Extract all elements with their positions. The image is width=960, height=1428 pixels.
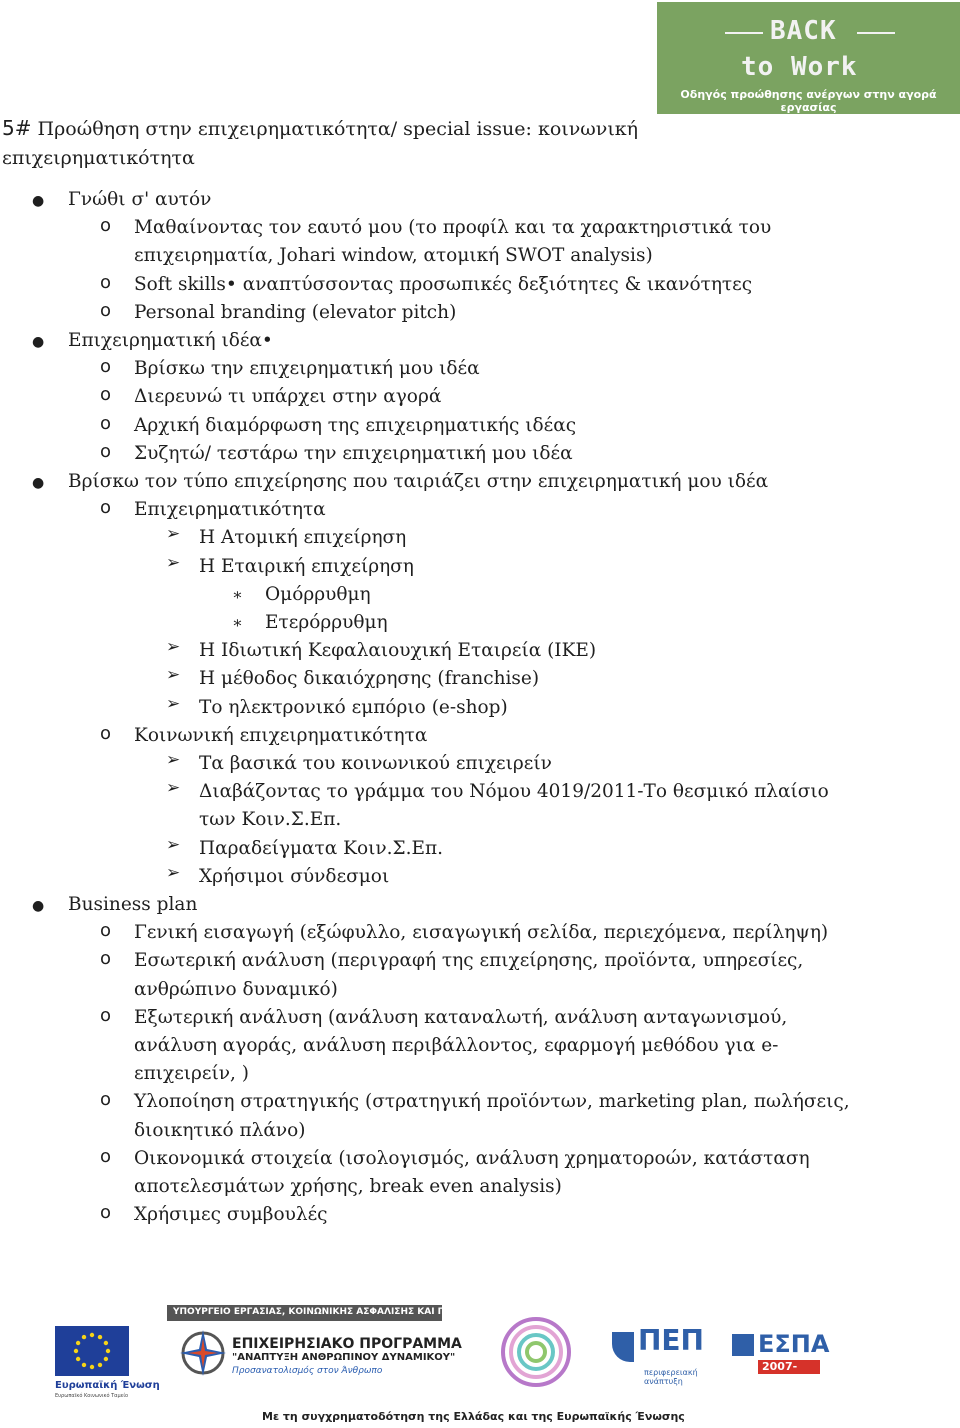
- eu-star-icon: [90, 1333, 94, 1337]
- page-title: [2, 114, 652, 173]
- outline-item-level2: Μαθαίνοντας τον εαυτό μου (το προφίλ και τα χαρακτηριστικά του: [134, 217, 772, 238]
- outline-item-level2: αποτελεσμάτων χρήσης, break even analysis): [134, 1176, 562, 1197]
- outline-item-level3: Το ηλεκτρονικό εμπόριο (e-shop): [199, 697, 508, 718]
- espa-years-banner: [758, 1360, 820, 1386]
- pep-sublabel: περιφερειακή ανάπτυξη: [644, 1368, 698, 1386]
- logo-line1: BACK: [770, 16, 837, 46]
- logo-line2: to Work: [741, 52, 858, 82]
- eu-label: Ευρωπαϊκή Ένωση: [55, 1380, 160, 1391]
- outline-item-level4: Ομόρρυθμη: [265, 584, 371, 605]
- cofunding-note: Με τη συγχρηματοδότηση της Ελλάδας και της Ευρωπαϊκής Ένωσης: [262, 1410, 685, 1423]
- outline-item-level2: Διερευνώ τι υπάρχει στην αγορά: [134, 386, 442, 407]
- pep-logo: [608, 1324, 704, 1388]
- outline-item-level3: Η μέθοδος δικαιόχρησης (franchise): [199, 668, 540, 689]
- outline-marker-level3: ➢: [166, 835, 181, 855]
- program-line1: ΕΠΙΧΕΙΡΗΣΙΑΚΟ ΠΡΟΓΡΑΜΜΑ: [232, 1336, 462, 1352]
- outline-marker-level2: o: [100, 272, 112, 293]
- outline-marker-level2: o: [100, 215, 112, 236]
- outline-marker-level1: ●: [32, 193, 45, 209]
- eu-flag-icon: [55, 1326, 129, 1376]
- eu-star-icon: [76, 1341, 80, 1345]
- outline-item-level3: Χρήσιμοι σύνδεσμοι: [199, 866, 390, 887]
- outline-item-level2: Εσωτερική ανάλυση (περιγραφή της επιχείρησης, προϊόντα, υπηρεσίες,: [134, 950, 804, 971]
- eu-star-icon: [90, 1365, 94, 1369]
- eu-star-icon: [76, 1357, 80, 1361]
- espa-logo: [732, 1330, 830, 1390]
- outline-item-level2: ανάλυση αγοράς, ανάλυση περιβάλλοντος, εφαρμογή μεθόδου για e-: [134, 1035, 779, 1056]
- outline-item-level3: Η Ιδιωτική Κεφαλαιουχική Εταιρεία (ΙΚΕ): [199, 640, 597, 661]
- outline-marker-level2: o: [100, 920, 112, 941]
- outline-item-level2: Οικονομικά στοιχεία (ισολογισμός, ανάλυση χρηματοροών, κατάσταση: [134, 1148, 810, 1169]
- outline-item-level2: επιχειρείν, ): [134, 1063, 249, 1084]
- outline-marker-level2: o: [100, 356, 112, 377]
- outline-marker-level2: o: [100, 300, 112, 321]
- eu-star-icon: [82, 1363, 86, 1367]
- outline-item-level2: διοικητικό πλάνο): [134, 1120, 306, 1141]
- eu-star-icon: [106, 1349, 110, 1353]
- logo-dash-left: [725, 32, 763, 34]
- outline-item-level3: των Κοιν.Σ.Επ.: [199, 809, 342, 830]
- eu-star-icon: [104, 1341, 108, 1345]
- outline-marker-level2: o: [100, 497, 112, 518]
- outline-item-level1: Επιχειρηματική ιδέα•: [68, 330, 273, 351]
- funding-footer: [0, 1300, 960, 1428]
- section-title-text: Προώθηση στην επιχειρηματικότητα/ special issue: κοινωνική επιχειρηματικότητα: [2, 118, 639, 169]
- eu-star-icon: [74, 1349, 78, 1353]
- outline-marker-level2: o: [100, 1089, 112, 1110]
- outline-marker-level3: ➢: [166, 524, 181, 544]
- program-line3: Προσανατολισμός στον Άνθρωπο: [232, 1366, 383, 1376]
- outline-marker-level3: ➢: [166, 637, 181, 657]
- outline-item-level2: Soft skills• αναπτύσσοντας προσωπικές δεξιότητες & ικανότητες: [134, 274, 753, 295]
- espa-text: ΕΣΠΑ: [758, 1330, 830, 1358]
- espa-mark-icon: [732, 1334, 754, 1356]
- eu-sublabel: Ευρωπαϊκό Κοινωνικό Ταμείο: [55, 1393, 129, 1399]
- outline-marker-level3: ➢: [166, 694, 181, 714]
- rosette-emblem-icon: [500, 1316, 572, 1388]
- outline-item-level2: Συζητώ/ τεστάρω την επιχειρηματική μου ιδέα: [134, 443, 573, 464]
- outline-marker-level3: ➢: [166, 863, 181, 883]
- outline-marker-level2: o: [100, 384, 112, 405]
- outline-marker-level2: o: [100, 1202, 112, 1223]
- outline-item-level1: Business plan: [68, 894, 198, 915]
- outline-item-level1: Βρίσκω τον τύπο επιχείρησης που ταιριάζει στην επιχειρηματική μου ιδέα: [68, 471, 769, 492]
- outline-item-level2: Εξωτερική ανάλυση (ανάλυση καταναλωτή, ανάλυση ανταγωνισμού,: [134, 1007, 788, 1028]
- outline-marker-level2: o: [100, 1005, 112, 1026]
- outline-item-level2: ανθρώπινο δυναμικό): [134, 979, 338, 1000]
- outline-marker-level2: o: [100, 948, 112, 969]
- outline-marker-level2: o: [100, 413, 112, 434]
- outline-marker-level2: o: [100, 723, 112, 744]
- outline-marker-level3: ➢: [166, 750, 181, 770]
- outline-item-level2: Επιχειρηματικότητα: [134, 499, 326, 520]
- outline-item-level3: Τα βασικά του κοινωνικού επιχειρείν: [199, 753, 552, 774]
- outline-marker-level1: ●: [32, 334, 45, 350]
- outline-item-level2: Βρίσκω την επιχειρηματική μου ιδέα: [134, 358, 480, 379]
- eu-star-icon: [98, 1363, 102, 1367]
- outline-item-level2: Κοινωνική επιχειρηματικότητα: [134, 725, 428, 746]
- pep-text: ΠΕΠ: [638, 1324, 704, 1357]
- outline-item-level2: Υλοποίηση στρατηγικής (στρατηγική προϊόντων, marketing plan, πωλήσεις,: [134, 1091, 850, 1112]
- outline-item-level3: Διαβάζοντας το γράμμα του Νόμου 4019/2011-Το θεσμικό πλαίσιο: [199, 781, 829, 802]
- outline-item-level1: Γνώθι σ' αυτόν: [68, 189, 212, 210]
- outline-marker-level3: ➢: [166, 665, 181, 685]
- logo-tagline: Οδηγός προώθησης ανέργων στην αγορά εργασίας: [680, 88, 937, 114]
- outline-item-level3: Η Ατομική επιχείρηση: [199, 527, 407, 548]
- outline-item-level2: Personal branding (elevator pitch): [134, 302, 457, 323]
- outline-item-level4: Ετερόρρυθμη: [265, 612, 388, 633]
- eu-star-icon: [104, 1357, 108, 1361]
- logo-dash-right: [857, 32, 895, 34]
- back-to-work-logo: [657, 2, 960, 114]
- outline-marker-level2: o: [100, 1146, 112, 1167]
- espa-years: 2007-2013: [762, 1360, 798, 1386]
- outline-marker-level4: ∗: [232, 613, 243, 632]
- eu-star-icon: [82, 1335, 86, 1339]
- outline-marker-level2: o: [100, 441, 112, 462]
- compass-icon: [178, 1328, 228, 1378]
- outline-item-level2: Χρήσιμες συμβουλές: [134, 1204, 328, 1225]
- outline-marker-level4: ∗: [232, 585, 243, 604]
- outline-marker-level3: ➢: [166, 553, 181, 573]
- ministry-text: ΥΠΟΥΡΓΕΙΟ ΕΡΓΑΣΙΑΣ, ΚΟΙΝΩΝΙΚΗΣ ΑΣΦΑΛΙΣΗΣ ΚΑΙ ΠΡΟΝΟΙΑΣ: [173, 1307, 492, 1317]
- program-line2: "ΑΝΑΠΤΥΞΗ ΑΝΘΡΩΠΙΝΟΥ ΔΥΝΑΜΙΚΟΥ": [232, 1352, 456, 1363]
- section-number: 5#: [2, 116, 32, 140]
- outline-item-level2: επιχειρηματία, Johari window, ατομική SWOT analysis): [134, 245, 653, 266]
- ministry-banner: [167, 1305, 492, 1321]
- outline-marker-level3: ➢: [166, 778, 181, 798]
- outline-item-level2: Αρχική διαμόρφωση της επιχειρηματικής ιδέας: [134, 415, 577, 436]
- eu-stars-icon: [55, 1326, 129, 1376]
- pep-swoosh-icon: [612, 1332, 634, 1362]
- outline-marker-level1: ●: [32, 475, 45, 491]
- outline-item-level3: Παραδείγματα Κοιν.Σ.Επ.: [199, 838, 443, 859]
- eu-star-icon: [98, 1335, 102, 1339]
- outline-item-level2: Γενική εισαγωγή (εξώφυλλο, εισαγωγική σελίδα, περιεχόμενα, περίληψη): [134, 922, 829, 943]
- outline-marker-level1: ●: [32, 898, 45, 914]
- outline-item-level3: Η Εταιρική επιχείρηση: [199, 556, 414, 577]
